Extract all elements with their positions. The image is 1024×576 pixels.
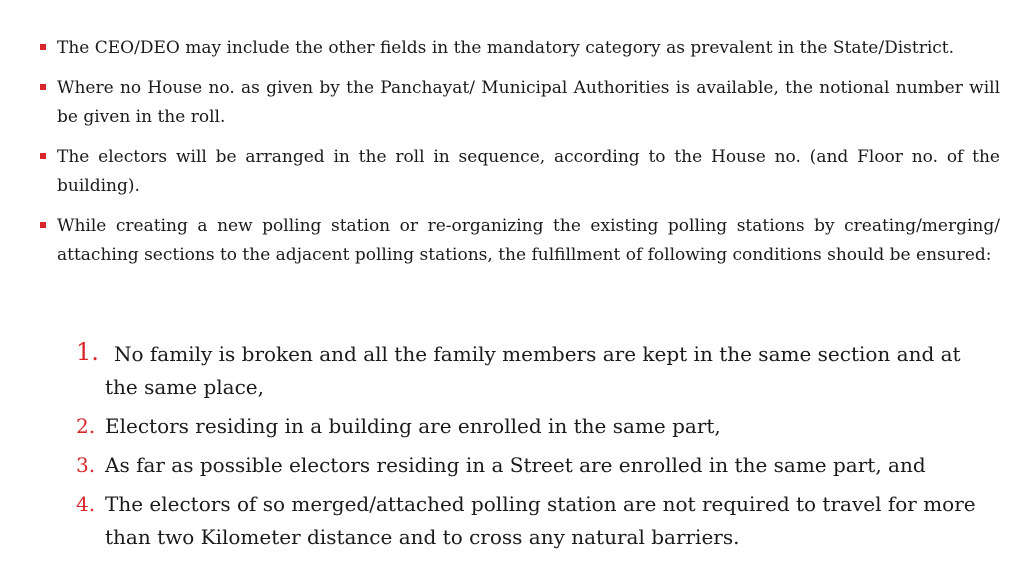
- bullet-item: [38, 34, 1000, 63]
- condition-number: 2.: [76, 414, 96, 438]
- bullet-text: The electors will be arranged in the roll in sequence, according to the House no. (and Floor no. of the building).: [57, 147, 1000, 196]
- condition-text: As far as possible electors residing in a Street are enrolled in the same part, and: [105, 453, 926, 477]
- condition-item: [76, 449, 976, 482]
- condition-number: 1.: [76, 338, 99, 366]
- condition-item: [76, 338, 976, 404]
- condition-text: Electors residing in a building are enrolled in the same part,: [105, 414, 721, 438]
- bullet-text: The CEO/DEO may include the other fields in the mandatory category as prevalent in the State/District.: [57, 38, 955, 58]
- condition-text: The electors of so merged/attached polling station are not required to travel for more than two Kilometer distance and to cross any natural barriers.: [105, 492, 976, 549]
- condition-item: [76, 488, 976, 554]
- condition-item: [76, 410, 976, 443]
- condition-text: No family is broken and all the family members are kept in the same section and at the same place,: [105, 342, 961, 399]
- bullet-item: [38, 143, 1000, 201]
- square-bullet-icon: [40, 222, 46, 228]
- bullet-text: While creating a new polling station or re-organizing the existing polling stations by creating/merging/ attaching sections to the adjacent polling stations, the fulfillment of following conditions should be ensured:: [57, 216, 1000, 265]
- bullet-item: [38, 212, 1000, 270]
- conditions-list: [76, 338, 976, 560]
- square-bullet-icon: [40, 153, 46, 159]
- bullet-text: Where no House no. as given by the Panchayat/ Municipal Authorities is available, the notional number will be given in the roll.: [57, 78, 1000, 127]
- condition-number: 3.: [76, 453, 96, 477]
- bullet-list: [38, 34, 1000, 281]
- square-bullet-icon: [40, 44, 46, 50]
- condition-number: 4.: [76, 492, 96, 516]
- bullet-item: [38, 74, 1000, 132]
- square-bullet-icon: [40, 84, 46, 90]
